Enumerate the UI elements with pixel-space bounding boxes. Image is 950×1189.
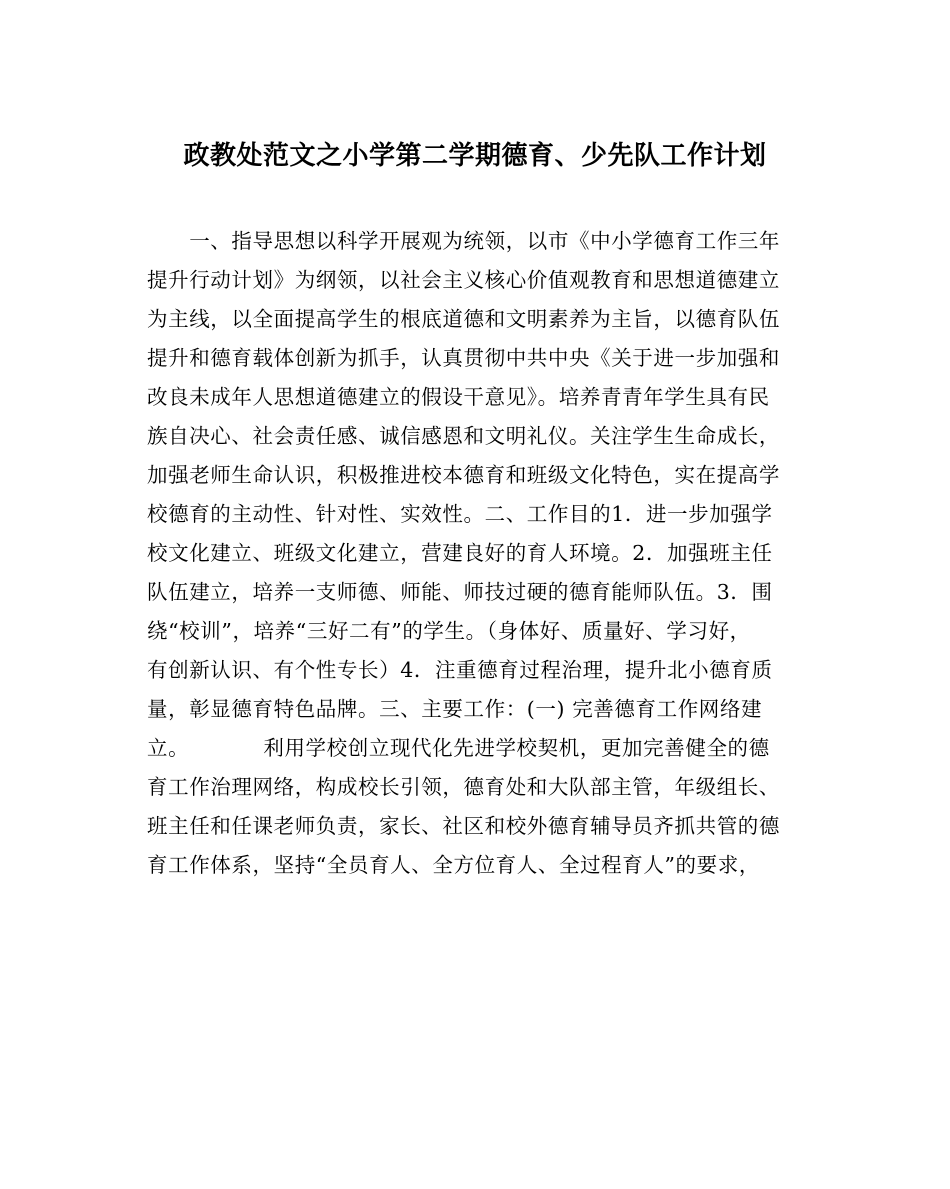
- body-line: 有创新认识、有个性专长）4．注重德育过程治理，提升北小德育质: [147, 658, 773, 682]
- body-line: 族自决心、社会责任感、诚信感恩和文明礼仪。关注学生生命成长，: [147, 424, 780, 448]
- body-line: 改良未成年人思想道德建立的假设干意见》。培养青青年学生具有民: [147, 385, 770, 409]
- document-body: [147, 222, 827, 885]
- body-line: 班主任和任课老师负责，家长、社区和校外德育辅导员齐抓共管的德: [147, 814, 780, 838]
- body-line: 加强老师生命认识，积极推进校本德育和班级文化特色，实在提高学: [147, 463, 780, 487]
- body-line: 提升行动计划》为纲领，以社会主义核心价值观教育和思想道德建立: [147, 268, 780, 292]
- body-line: 育工作体系，坚持“全员育人、全方位育人、全过程育人”的要求，: [147, 853, 760, 877]
- body-line: 育工作治理网络，构成校长引领，德育处和大队部主管，年级组长、: [147, 775, 780, 799]
- document-title: 政教处范文之小学第二学期德育、少先队工作计划: [183, 141, 767, 171]
- body-line: 队伍建立，培养一支师德、师能、师技过硬的德育能师队伍。3．围: [147, 580, 773, 604]
- body-line: 量，彰显德育特色品牌。三、主要工作：(一) 完善德育工作网络建: [147, 697, 763, 721]
- body-line: 校德育的主动性、针对性、实效性。二、工作目的1．进一步加强学: [147, 502, 773, 526]
- body-line: 立。 利用学校创立现代化先进学校契机，更加完善健全的德: [147, 736, 770, 760]
- body-line: 绕“校训”，培养“三好二有”的学生。（身体好、质量好、学习好，: [147, 619, 751, 643]
- body-line: 校文化建立、班级文化建立，营建良好的育人环境。2．加强班主任: [147, 541, 773, 565]
- body-line: 提升和德育载体创新为抓手，认真贯彻中共中央《关于进一步加强和: [147, 346, 780, 370]
- body-line: 为主线，以全面提高学生的根底道德和文明素养为主旨，以德育队伍: [147, 307, 780, 331]
- body-line: 一、指导思想以科学开展观为统领，以市《中小学德育工作三年: [147, 229, 780, 253]
